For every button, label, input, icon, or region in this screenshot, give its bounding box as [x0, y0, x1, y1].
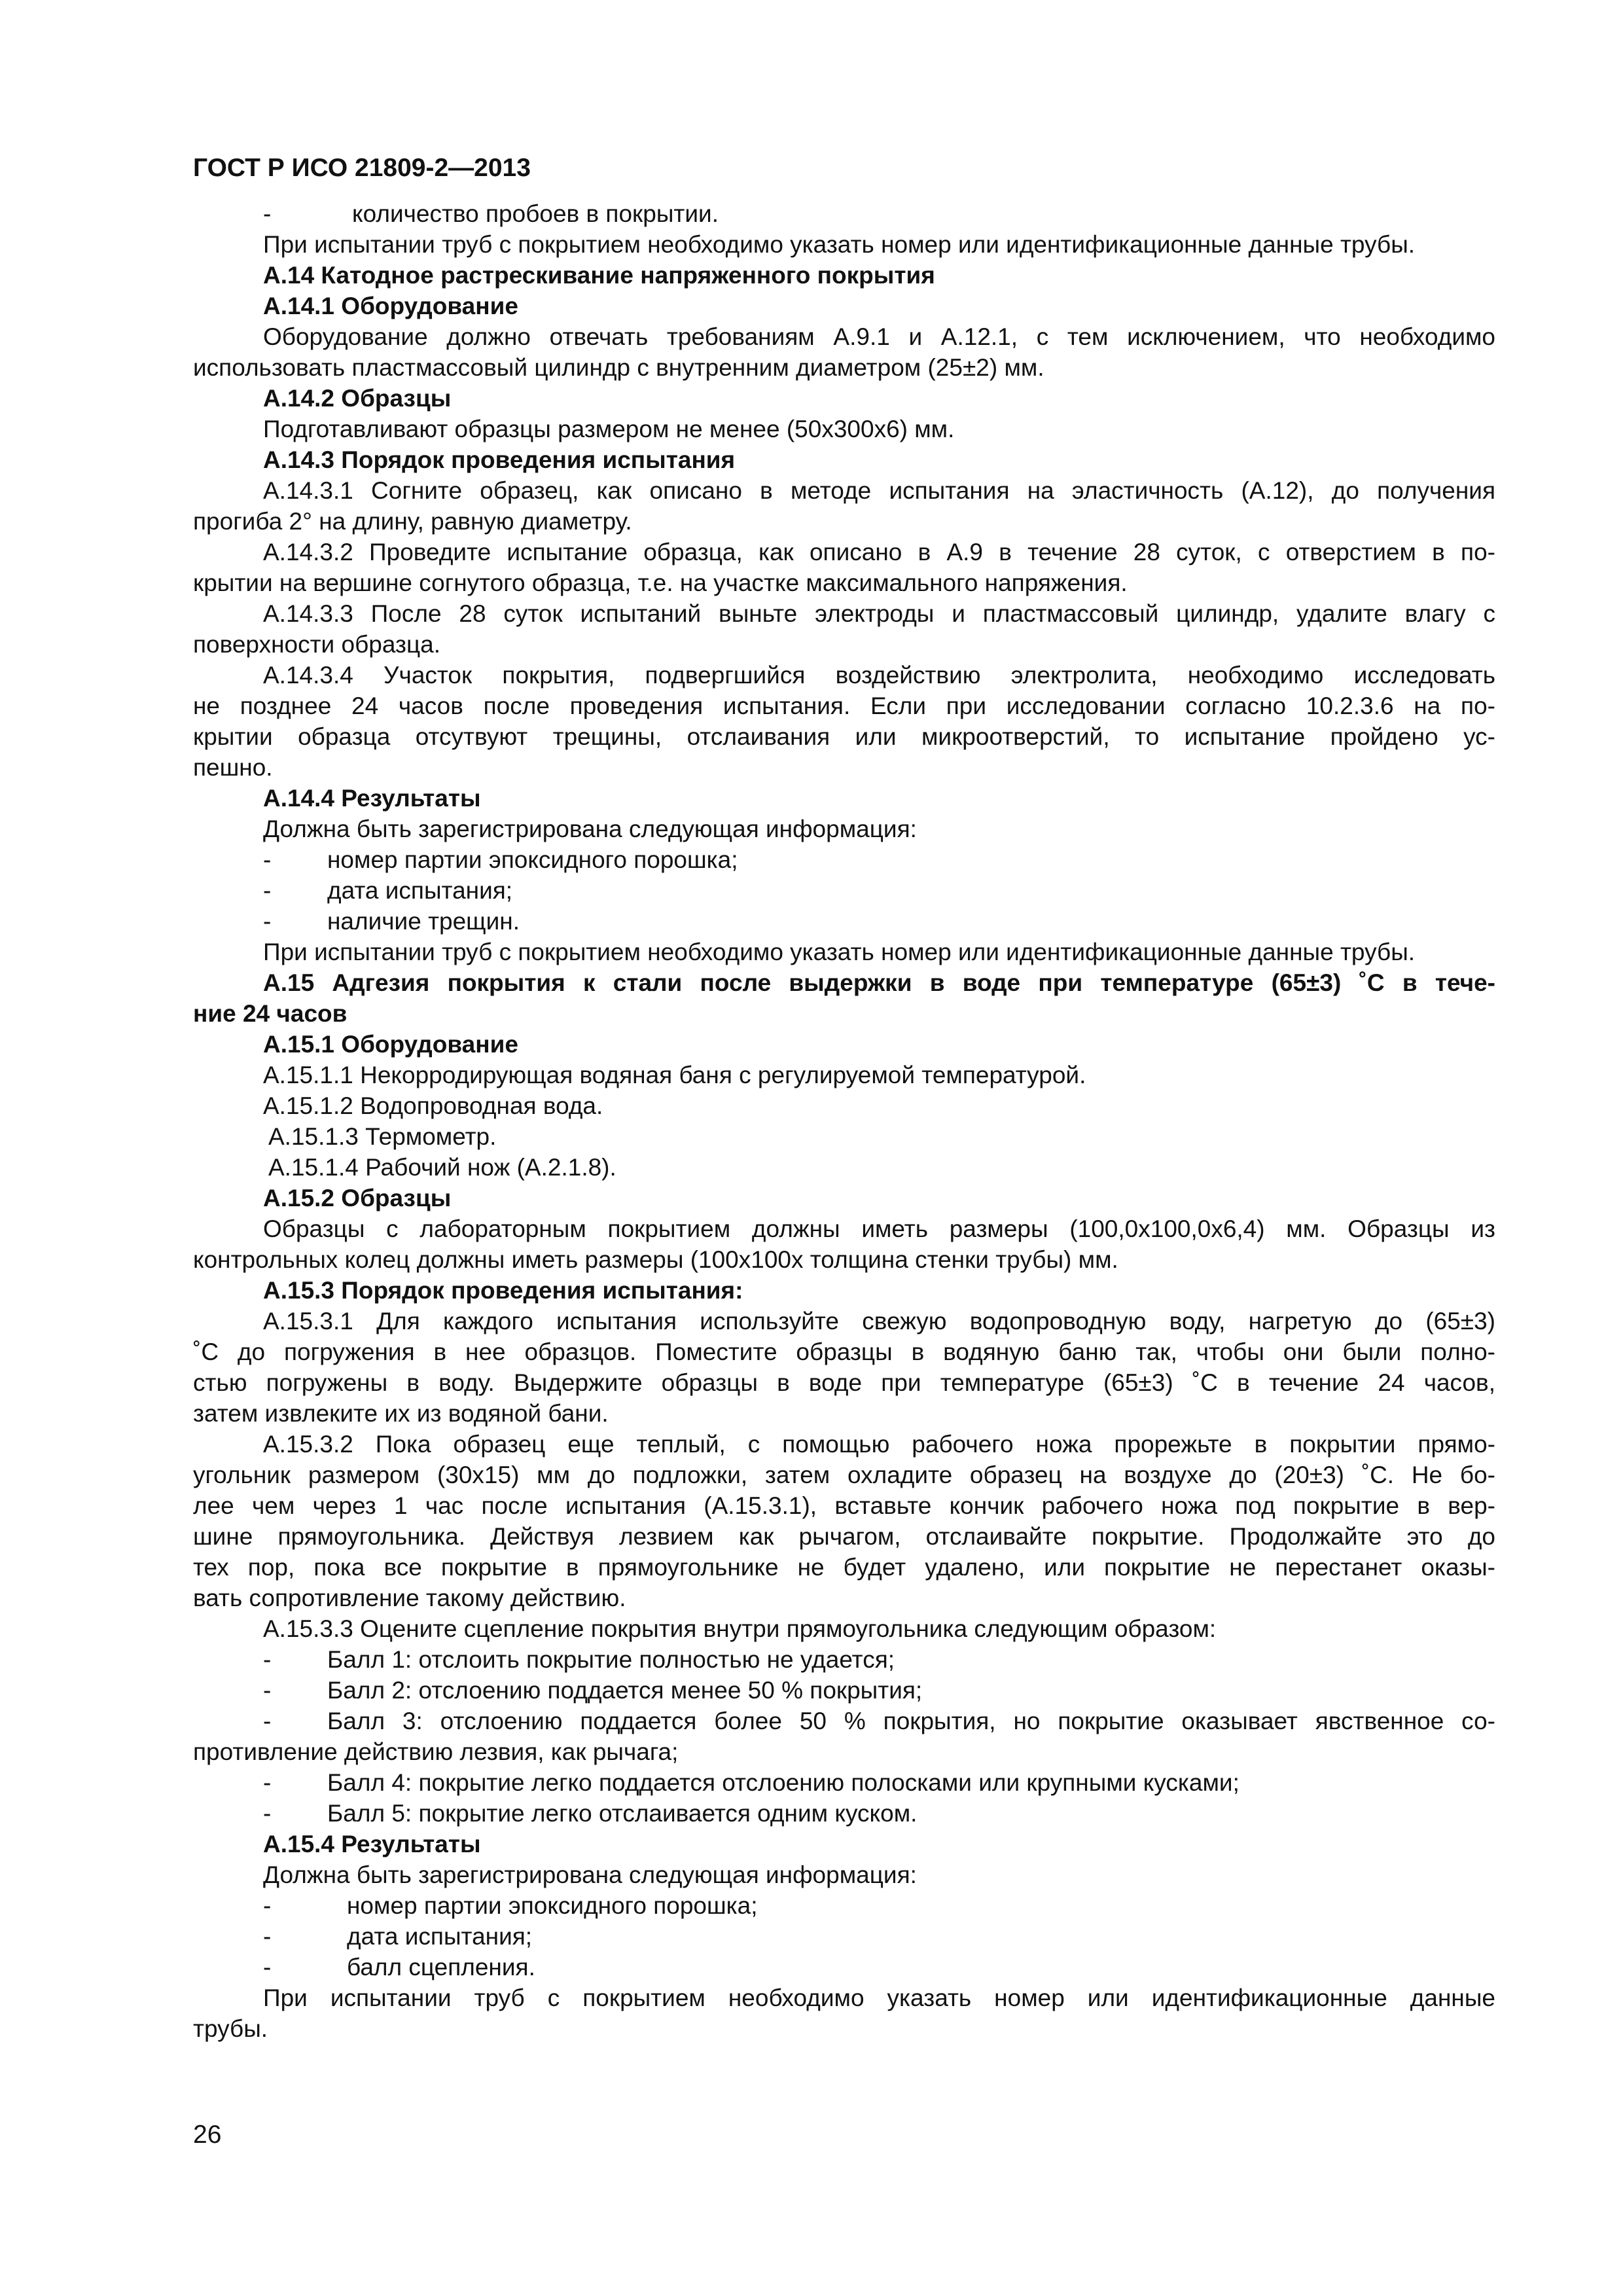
- paragraph-line: Должна быть зарегистрирована следующая информация:: [263, 1861, 917, 1888]
- list-dash: -: [263, 877, 272, 904]
- subsection-heading: А.15.2 Образцы: [263, 1185, 452, 1211]
- list-item-text: номер партии эпоксидного порошка;: [327, 846, 738, 873]
- paragraph-line: Оборудование должно отвечать требованиям А.9.1 и А.12.1, с тем исключением, что необходимо: [263, 323, 1495, 350]
- list-item-text: Балл 3: отслоению поддается более 50 % покрытия, но покрытие оказывает явственное со-: [327, 1708, 1495, 1734]
- list-item-text: Балл 2: отслоению поддается менее 50 % покрытия;: [327, 1677, 923, 1704]
- list-item-text: Балл 5: покрытие легко отслаивается одним куском.: [327, 1800, 918, 1827]
- paragraph-line: стью погружены в воду. Выдержите образцы в воде при температуре (65±3) ˚С в течение 24 часов,: [193, 1369, 1495, 1396]
- paragraph-line: поверхности образца.: [193, 631, 441, 658]
- section-heading-a15-cont: ние 24 часов: [193, 1000, 348, 1027]
- paragraph-line: А.15.3.2 Пока образец еще теплый, с помощью рабочего ножа прорежьте в покрытии прямо-: [263, 1431, 1495, 1458]
- list-dash: -: [263, 1769, 272, 1796]
- paragraph-line: При испытании труб с покрытием необходимо указать номер или идентификационные данные трубы.: [263, 231, 1416, 258]
- page-number: 26: [193, 2121, 222, 2149]
- paragraph-line: А.15.1.1 Некорродирующая водяная баня с регулируемой температурой.: [263, 1062, 1086, 1088]
- paragraph-line: ˚С до погружения в нее образцов. Поместите образцы в водяную баню так, чтобы они были полно-: [193, 1338, 1495, 1365]
- list-item-text: дата испытания;: [327, 877, 513, 904]
- section-heading-a15: А.15 Адгезия покрытия к стали после выдержки в воде при температуре (65±3) ˚С в тече-: [263, 969, 1495, 996]
- paragraph-line: Подготавливают образцы размером не менее (50х300х6) мм.: [263, 416, 955, 442]
- paragraph-line: А.15.1.4 Рабочий нож (А.2.1.8).: [268, 1154, 616, 1181]
- paragraph-line: А.14.3.2 Проведите испытание образца, как описано в А.9 в течение 28 суток, с отверстием в по-: [263, 539, 1495, 565]
- list-dash: -: [263, 1923, 272, 1950]
- subsection-heading: А.14.4 Результаты: [263, 785, 481, 812]
- paragraph-line: противление действию лезвия, как рычага;: [193, 1738, 679, 1765]
- subsection-heading: А.15.1 Оборудование: [263, 1031, 518, 1058]
- paragraph-line: не позднее 24 часов после проведения испытания. Если при исследовании согласно 10.2.3.6 на по-: [193, 692, 1495, 719]
- paragraph-line: прогиба 2° на длину, равную диаметру.: [193, 508, 632, 535]
- subsection-heading: А.14.2 Образцы: [263, 385, 452, 412]
- list-dash: -: [263, 1800, 272, 1827]
- list-dash: -: [263, 1677, 272, 1704]
- paragraph-line: использовать пластмассовый цилиндр с внутренним диаметром (25±2) мм.: [193, 354, 1044, 381]
- list-dash: -: [263, 1892, 272, 1919]
- list-item-text: Балл 1: отслоить покрытие полностью не удается;: [327, 1646, 895, 1673]
- paragraph-line: А.14.3.4 Участок покрытия, подвергшийся воздействию электролита, необходимо исследовать: [263, 662, 1495, 689]
- document-header: ГОСТ Р ИСО 21809-2—2013: [193, 154, 531, 182]
- paragraph-line: трубы.: [193, 2015, 268, 2042]
- paragraph-line: А.15.3.1 Для каждого испытания используйте свежую водопроводную воду, нагретую до (65±3): [263, 1308, 1495, 1335]
- section-heading-a14: А.14 Катодное растрескивание напряженного покрытия: [263, 262, 935, 289]
- list-item-text: дата испытания;: [347, 1923, 533, 1950]
- list-item-text: номер партии эпоксидного порошка;: [347, 1892, 758, 1919]
- list-dash: -: [263, 1646, 272, 1673]
- paragraph-line: крытии образца отсутвуют трещины, отслаивания или микроотверстий, то испытание пройдено ус-: [193, 723, 1495, 750]
- paragraph-line: При испытании труб с покрытием необходимо указать номер или идентификационные данные трубы.: [263, 939, 1416, 965]
- paragraph-line: тех пор, пока все покрытие в прямоугольнике не будет удалено, или покрытие не перестанет оказы-: [193, 1554, 1495, 1581]
- paragraph-line: лее чем через 1 час после испытания (А.15.3.1), вставьте кончик рабочего ножа под покрытие в вер-: [193, 1492, 1495, 1519]
- list-dash: -: [263, 1708, 272, 1734]
- paragraph-line: угольник размером (30х15) мм до подложки, затем охладите образец на воздухе до (20±3) ˚С. Не бо-: [193, 1462, 1495, 1488]
- list-item-text: балл сцепления.: [347, 1954, 535, 1981]
- list-dash: -: [263, 200, 272, 227]
- list-dash: -: [263, 1954, 272, 1981]
- paragraph-line: А.14.3.3 После 28 суток испытаний выньте электроды и пластмассовый цилиндр, удалите влагу с: [263, 600, 1495, 627]
- paragraph-line: При испытании труб с покрытием необходимо указать номер или идентификационные данные: [263, 1984, 1495, 2011]
- paragraph-line: пешно.: [193, 754, 273, 781]
- paragraph-line: контрольных колец должны иметь размеры (100х100х толщина стенки трубы) мм.: [193, 1246, 1118, 1273]
- list-dash: -: [263, 908, 272, 935]
- paragraph-line: Образцы с лабораторным покрытием должны иметь размеры (100,0х100,0х6,4) мм. Образцы из: [263, 1215, 1495, 1242]
- paragraph-line: А.15.1.3 Термометр.: [268, 1123, 497, 1150]
- paragraph-line: Должна быть зарегистрирована следующая информация:: [263, 816, 917, 842]
- subsection-heading: А.15.4 Результаты: [263, 1831, 481, 1857]
- list-item-text: наличие трещин.: [327, 908, 520, 935]
- list-item-text: Балл 4: покрытие легко поддается отслоению полосками или крупными кусками;: [327, 1769, 1240, 1796]
- paragraph-line: шине прямоугольника. Действуя лезвием как рычагом, отслаивайте покрытие. Продолжайте это до: [193, 1523, 1495, 1550]
- subsection-heading: А.15.3 Порядок проведения испытания:: [263, 1277, 743, 1304]
- paragraph-line: крытии на вершине согнутого образца, т.е. на участке максимального напряжения.: [193, 569, 1128, 596]
- paragraph-line: А.14.3.1 Согните образец, как описано в методе испытания на эластичность (А.12), до получения: [263, 477, 1495, 504]
- list-dash: -: [263, 846, 272, 873]
- subsection-heading: А.14.1 Оборудование: [263, 293, 518, 319]
- list-item-text: количество пробоев в покрытии.: [352, 200, 719, 227]
- paragraph-line: затем извлеките их из водяной бани.: [193, 1400, 609, 1427]
- paragraph-line: вать сопротивление такому действию.: [193, 1585, 626, 1611]
- paragraph-line: А.15.1.2 Водопроводная вода.: [263, 1092, 603, 1119]
- paragraph-line: А.15.3.3 Оцените сцепление покрытия внутри прямоугольника следующим образом:: [263, 1615, 1217, 1642]
- subsection-heading: А.14.3 Порядок проведения испытания: [263, 446, 736, 473]
